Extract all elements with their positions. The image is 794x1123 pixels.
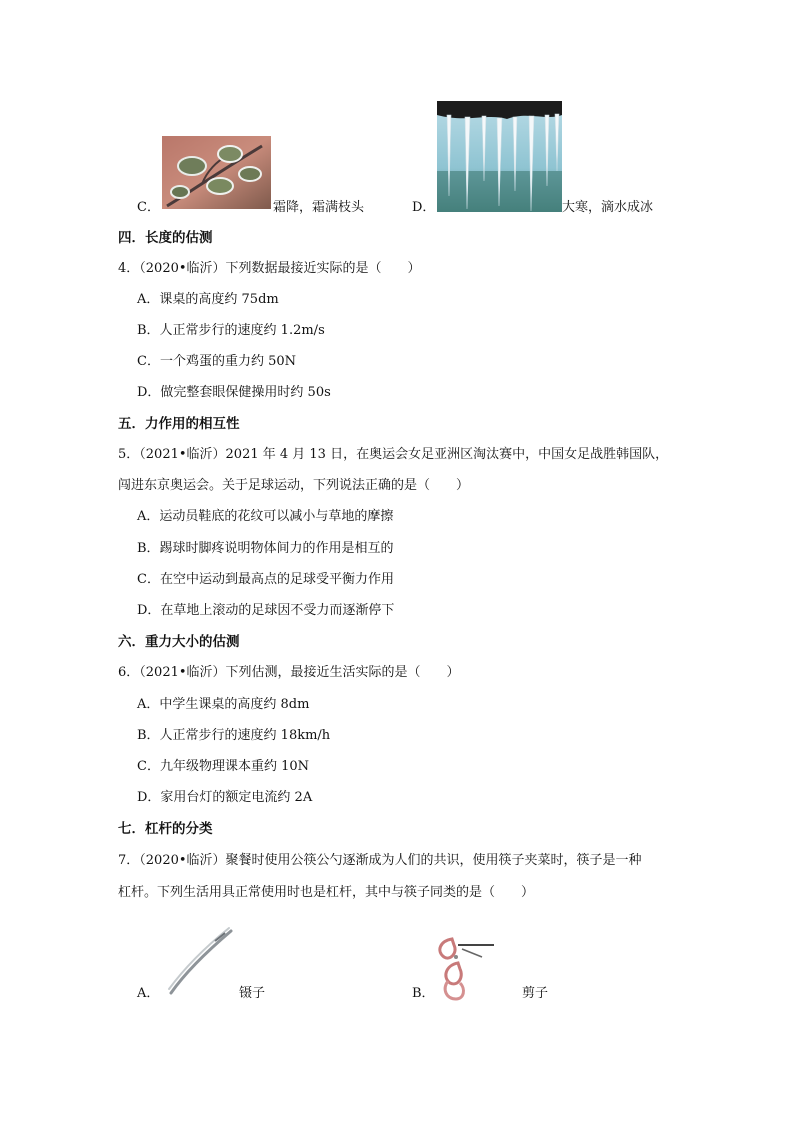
q7-option-a-caption: 镊子 xyxy=(239,986,266,1001)
q7-option-b-caption: 剪子 xyxy=(522,986,549,1001)
q3-option-d-letter: D． xyxy=(412,200,436,215)
frost-branch-image xyxy=(162,136,271,209)
q4-option-a: A．课桌的高度约 75dm xyxy=(137,292,279,307)
q5-stem-line1: 5．（2021•临沂）2021 年 4 月 13 日，在奥运会女足亚洲区淘汰赛中，中国女足战胜韩国队， xyxy=(118,447,669,462)
q5-option-a: A．运动员鞋底的花纹可以减小与草地的摩擦 xyxy=(137,509,394,524)
q7-stem-line1: 7．（2020•临沂）聚餐时使用公筷公勺逐渐成为人们的共识，使用筷子夹菜时，筷子是一种 xyxy=(118,853,642,868)
q3-option-c-letter: C． xyxy=(137,200,160,215)
section-heading-6: 六．重力大小的估测 xyxy=(118,634,240,650)
section-heading-5: 五．力作用的相互性 xyxy=(118,416,240,432)
q5-option-d: D．在草地上滚动的足球因不受力而逐渐停下 xyxy=(137,603,395,618)
q7-stem-line2: 杠杆。下列生活用具正常使用时也是杠杆，其中与筷子同类的是（ ） xyxy=(118,885,535,900)
q7-option-a-letter: A． xyxy=(137,986,160,1001)
q6-stem: 6．（2021•临沂）下列估测，最接近生活实际的是（ ） xyxy=(118,665,460,680)
q4-option-b: B．人正常步行的速度约 1.2m/s xyxy=(137,323,325,338)
q6-option-b: B．人正常步行的速度约 18km/h xyxy=(137,728,331,743)
q5-stem-line2: 闯进东京奥运会。关于足球运动，下列说法正确的是（ ） xyxy=(118,478,470,493)
scissors-image xyxy=(432,933,502,1003)
section-heading-4: 四．长度的估测 xyxy=(118,230,213,246)
q4-stem: 4．（2020•临沂）下列数据最接近实际的是（ ） xyxy=(118,261,421,276)
q4-option-c: C．一个鸡蛋的重力约 50N xyxy=(137,354,296,369)
q6-option-d: D．家用台灯的额定电流约 2A xyxy=(137,790,313,805)
q6-option-a: A．中学生课桌的高度约 8dm xyxy=(137,697,310,712)
q3-option-d-caption: 大寒，滴水成冰 xyxy=(562,200,654,215)
q3-option-c-caption: 霜降，霜满枝头 xyxy=(273,200,365,215)
section-heading-7: 七．杠杆的分类 xyxy=(118,821,213,837)
q4-option-d: D．做完整套眼保健操用时约 50s xyxy=(137,385,331,400)
q5-option-c: C．在空中运动到最高点的足球受平衡力作用 xyxy=(137,572,394,587)
icicles-image xyxy=(437,101,562,212)
tweezers-image xyxy=(165,925,237,997)
q5-option-b: B．踢球时脚疼说明物体间力的作用是相互的 xyxy=(137,541,394,556)
q6-option-c: C．九年级物理课本重约 10N xyxy=(137,759,309,774)
q7-option-b-letter: B． xyxy=(412,986,435,1001)
